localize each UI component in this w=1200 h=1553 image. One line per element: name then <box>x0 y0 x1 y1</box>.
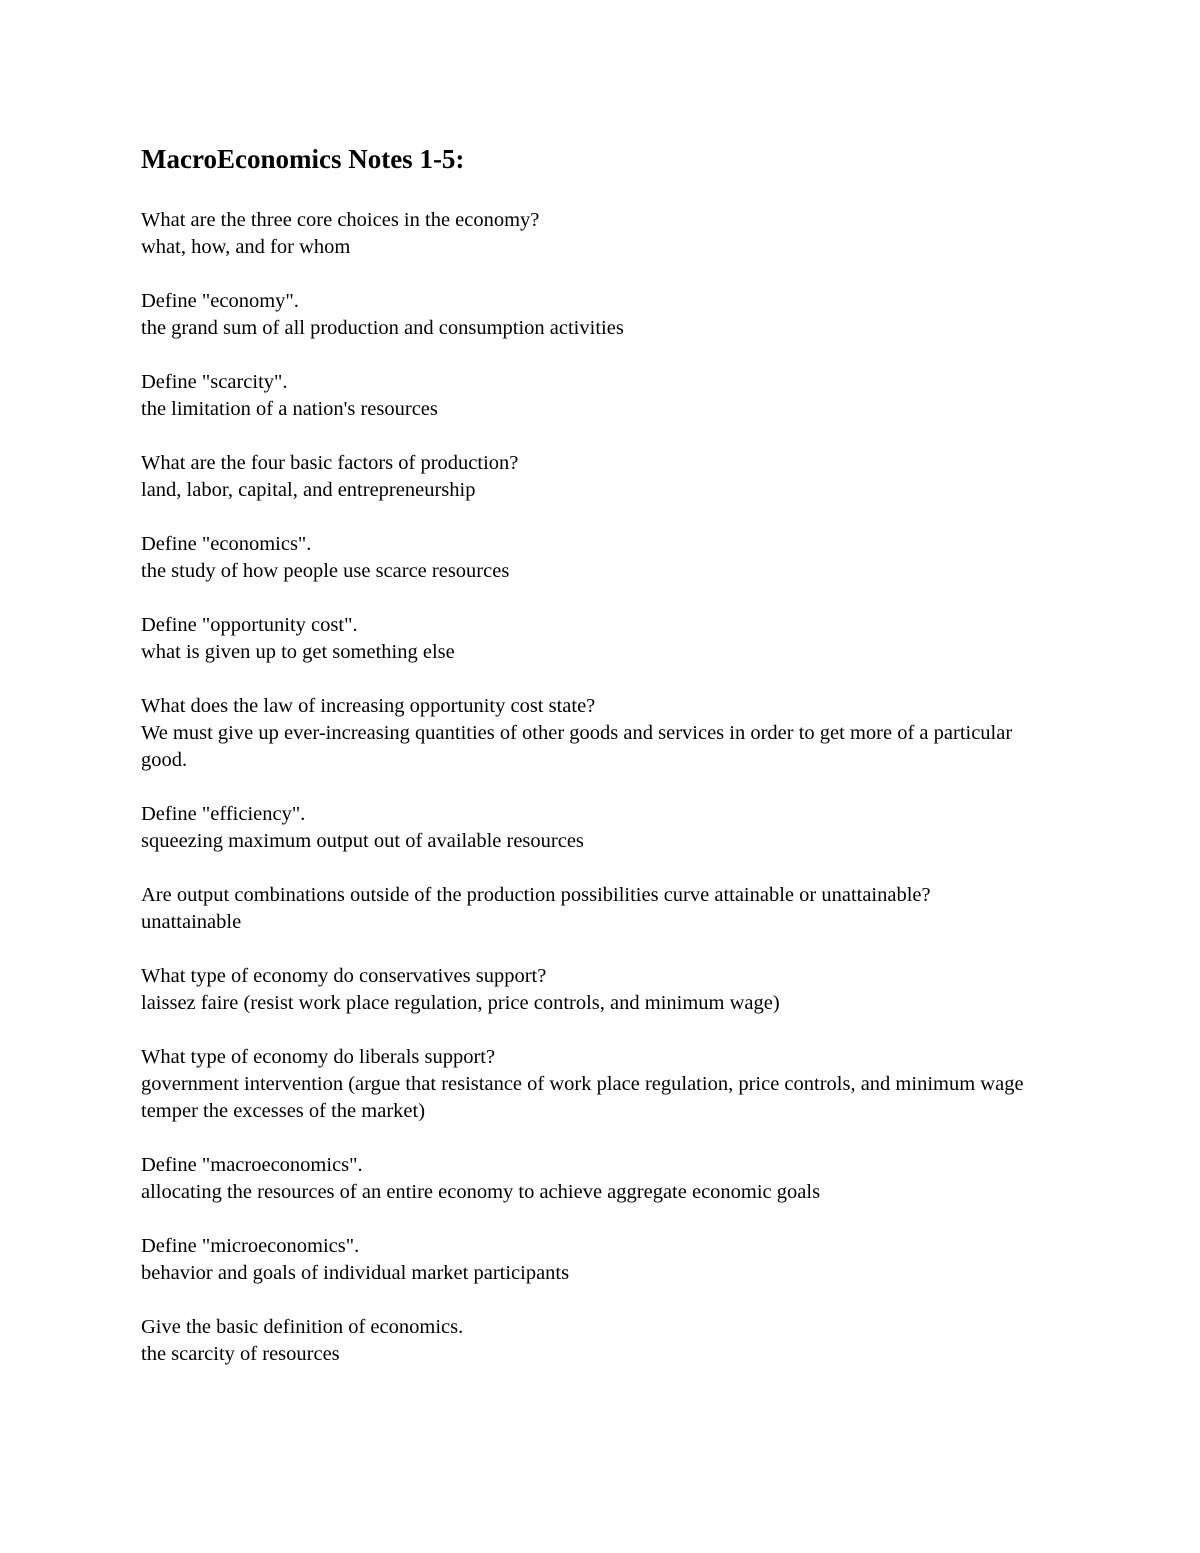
qa-item <box>141 1314 1061 1368</box>
question-text: Define "microeconomics". <box>141 1235 360 1257</box>
qa-item <box>141 801 1061 855</box>
page-title: MacroEconomics Notes 1-5: <box>141 144 465 174</box>
question-text: What are the four basic factors of production? <box>141 452 519 474</box>
qa-item <box>141 1152 1061 1206</box>
answer-text: what, how, and for whom <box>141 236 351 258</box>
document-page <box>141 143 1061 1395</box>
qa-item <box>141 1044 1061 1125</box>
answer-text: the scarcity of resources <box>141 1343 340 1365</box>
question-text: Give the basic definition of economics. <box>141 1316 464 1338</box>
answer-text: squeezing maximum output out of available resources <box>141 830 584 852</box>
answer-text: what is given up to get something else <box>141 641 455 663</box>
question-text: Define "efficiency". <box>141 803 306 825</box>
question-text: What type of economy do conservatives support? <box>141 965 547 987</box>
answer-text: allocating the resources of an entire economy to achieve aggregate economic goals <box>141 1181 821 1203</box>
question-text: What type of economy do liberals support? <box>141 1046 496 1068</box>
answer-text: unattainable <box>141 911 242 933</box>
qa-item <box>141 882 1061 936</box>
question-text: Define "scarcity". <box>141 371 288 393</box>
answer-text: the limitation of a nation's resources <box>141 398 438 420</box>
question-text: Define "economy". <box>141 290 299 312</box>
qa-list <box>141 207 1061 1368</box>
answer-text: government intervention (argue that resistance of work place regulation, price controls, and minimum wage temper the excesses of the market) <box>141 1073 1024 1122</box>
qa-item <box>141 1233 1061 1287</box>
qa-item <box>141 531 1061 585</box>
answer-text: laissez faire (resist work place regulation, price controls, and minimum wage) <box>141 992 780 1014</box>
qa-item <box>141 207 1061 261</box>
question-text: What does the law of increasing opportunity cost state? <box>141 695 596 717</box>
question-text: Are output combinations outside of the production possibilities curve attainable or unattainable? <box>141 884 931 906</box>
qa-item <box>141 612 1061 666</box>
question-text: Define "opportunity cost". <box>141 614 358 636</box>
qa-item <box>141 369 1061 423</box>
answer-text: land, labor, capital, and entrepreneurship <box>141 479 476 501</box>
question-text: Define "economics". <box>141 533 312 555</box>
question-text: Define "macroeconomics". <box>141 1154 363 1176</box>
answer-text: behavior and goals of individual market participants <box>141 1262 570 1284</box>
answer-text: We must give up ever-increasing quantities of other goods and services in order to get more of a particular good. <box>141 722 1013 771</box>
answer-text: the grand sum of all production and consumption activities <box>141 317 624 339</box>
qa-item <box>141 693 1061 774</box>
question-text: What are the three core choices in the economy? <box>141 209 540 231</box>
qa-item <box>141 450 1061 504</box>
answer-text: the study of how people use scarce resources <box>141 560 510 582</box>
qa-item <box>141 963 1061 1017</box>
qa-item <box>141 288 1061 342</box>
